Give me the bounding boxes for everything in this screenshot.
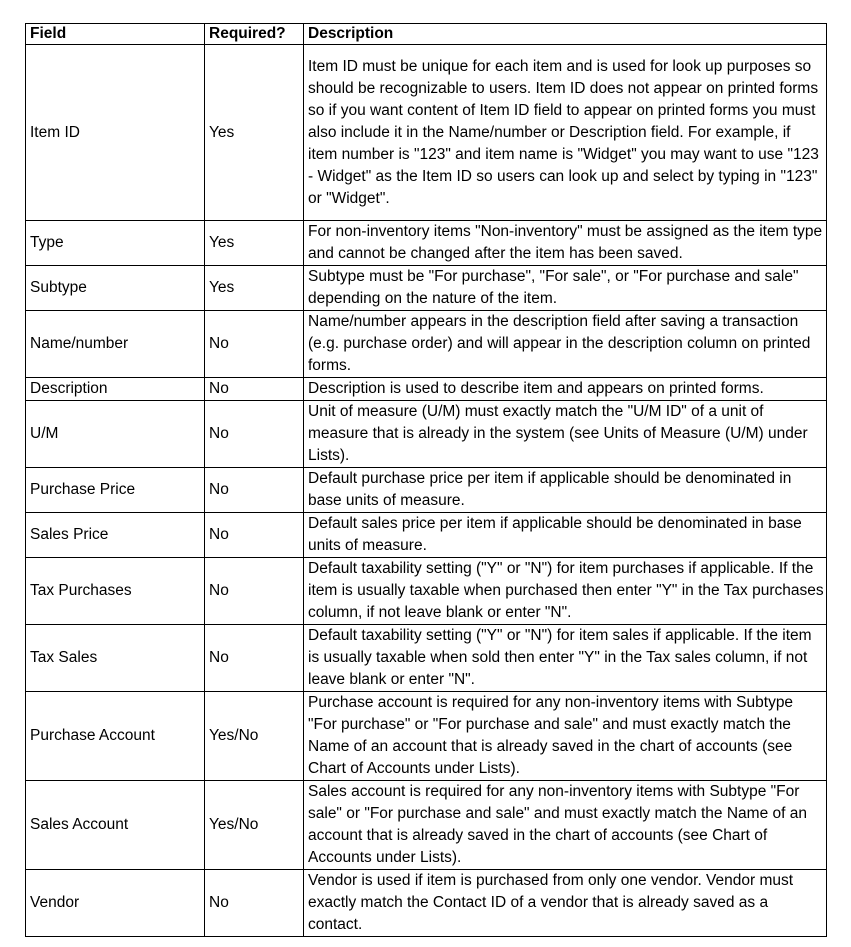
table-row bbox=[26, 45, 827, 221]
table-row bbox=[26, 401, 827, 468]
cell-description: Default taxability setting ("Y" or "N") for item purchases if applicable. If the item is usually taxable when purchased then enter "Y" in the Tax purchases column, if not leave blank or enter "N". bbox=[304, 558, 827, 625]
table-row bbox=[26, 870, 827, 937]
cell-description: Purchase account is required for any non-inventory items with Subtype "For purchase" or "For purchase and sale" and must exactly match the Name of an account that is already saved in the chart of accounts (see Chart of Accounts under Lists). bbox=[304, 692, 827, 781]
cell-field: Sales Account bbox=[26, 781, 205, 870]
cell-field: Item ID bbox=[26, 45, 205, 221]
cell-field: U/M bbox=[26, 401, 205, 468]
table-row bbox=[26, 558, 827, 625]
cell-field: Tax Sales bbox=[26, 625, 205, 692]
cell-description: Sales account is required for any non-inventory items with Subtype "For sale" or "For purchase and sale" and must exactly match the Name of an account that is already saved in the chart of accounts (see Chart of Accounts under Lists). bbox=[304, 781, 827, 870]
cell-required: No bbox=[205, 558, 304, 625]
field-definitions-table bbox=[25, 23, 827, 937]
header-row bbox=[26, 24, 827, 45]
cell-description: Description is used to describe item and appears on printed forms. bbox=[304, 378, 827, 401]
cell-field: Purchase Account bbox=[26, 692, 205, 781]
cell-field: Description bbox=[26, 378, 205, 401]
header-required: Required? bbox=[205, 24, 304, 45]
cell-required: No bbox=[205, 513, 304, 558]
cell-field: Type bbox=[26, 221, 205, 266]
cell-required: No bbox=[205, 625, 304, 692]
cell-description: Default taxability setting ("Y" or "N") for item sales if applicable. If the item is usually taxable when sold then enter "Y" in the Tax sales column, if not leave blank or enter "N". bbox=[304, 625, 827, 692]
table-row bbox=[26, 781, 827, 870]
header-field: Field bbox=[26, 24, 205, 45]
cell-description: Default purchase price per item if applicable should be denominated in base units of measure. bbox=[304, 468, 827, 513]
table-row bbox=[26, 311, 827, 378]
table-row bbox=[26, 221, 827, 266]
table-row bbox=[26, 692, 827, 781]
cell-required: Yes bbox=[205, 266, 304, 311]
cell-required: Yes bbox=[205, 221, 304, 266]
cell-required: No bbox=[205, 870, 304, 937]
cell-field: Vendor bbox=[26, 870, 205, 937]
header-description: Description bbox=[304, 24, 827, 45]
table-row bbox=[26, 513, 827, 558]
table-row bbox=[26, 378, 827, 401]
table-row bbox=[26, 266, 827, 311]
cell-required: No bbox=[205, 401, 304, 468]
cell-description: Subtype must be "For purchase", "For sale", or "For purchase and sale" depending on the nature of the item. bbox=[304, 266, 827, 311]
cell-field: Name/number bbox=[26, 311, 205, 378]
cell-description: Unit of measure (U/M) must exactly match the "U/M ID" of a unit of measure that is already in the system (see Units of Measure (U/M) under Lists). bbox=[304, 401, 827, 468]
cell-description: Item ID must be unique for each item and is used for look up purposes so should be recognizable to users. Item ID does not appear on printed forms so if you want content of Item ID field to appear on printed forms you must also include it in the Name/number or Description field. For example, if item number is "123" and item name is "Widget" you may want to use "123 - Widget" as the Item ID so users can look up and select by typing in "123" or "Widget". bbox=[304, 45, 827, 221]
cell-required: Yes/No bbox=[205, 781, 304, 870]
cell-description: Vendor is used if item is purchased from only one vendor. Vendor must exactly match the Contact ID of a vendor that is already saved as a contact. bbox=[304, 870, 827, 937]
cell-field: Purchase Price bbox=[26, 468, 205, 513]
table-row bbox=[26, 468, 827, 513]
cell-required: Yes bbox=[205, 45, 304, 221]
table-row bbox=[26, 625, 827, 692]
cell-description: Default sales price per item if applicable should be denominated in base units of measure. bbox=[304, 513, 827, 558]
cell-field: Sales Price bbox=[26, 513, 205, 558]
cell-description: Name/number appears in the description field after saving a transaction (e.g. purchase order) and will appear in the description column on printed forms. bbox=[304, 311, 827, 378]
cell-required: Yes/No bbox=[205, 692, 304, 781]
cell-description: For non-inventory items "Non-inventory" must be assigned as the item type and cannot be changed after the item has been saved. bbox=[304, 221, 827, 266]
cell-field: Subtype bbox=[26, 266, 205, 311]
cell-field: Tax Purchases bbox=[26, 558, 205, 625]
cell-required: No bbox=[205, 311, 304, 378]
cell-required: No bbox=[205, 378, 304, 401]
cell-required: No bbox=[205, 468, 304, 513]
